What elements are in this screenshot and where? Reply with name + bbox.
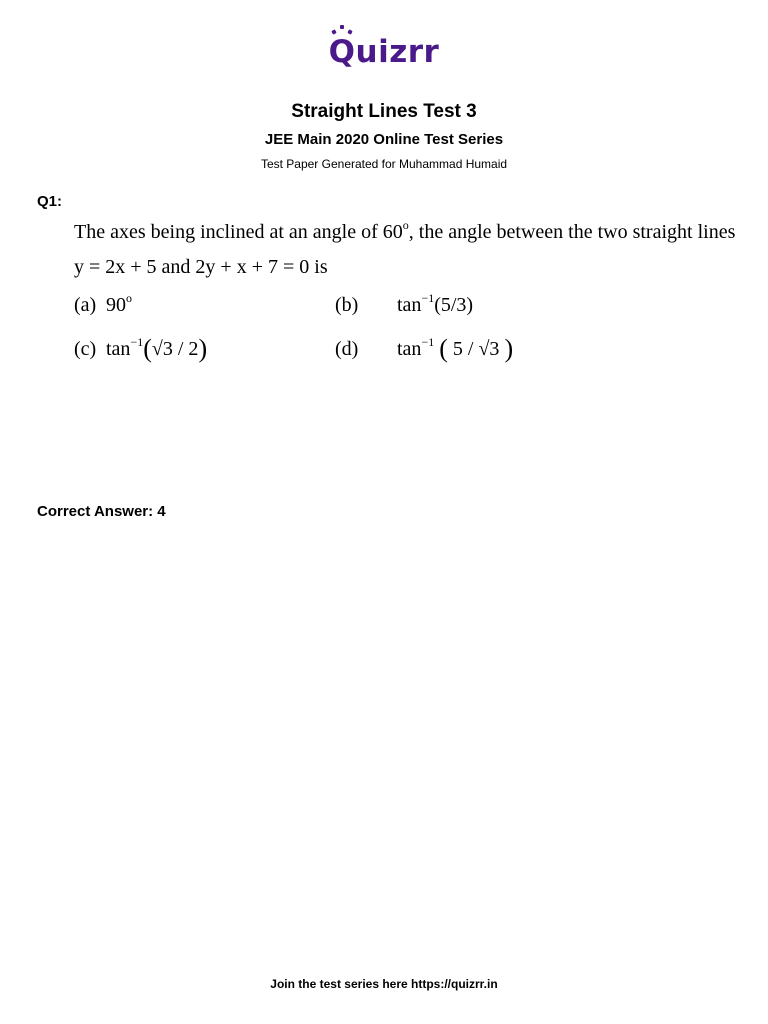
quizrr-logo [0,32,768,72]
option-a [74,291,132,317]
option-c-root: √3 [151,338,173,360]
option-c-open: ( [143,334,152,363]
option-c [74,334,207,364]
option-d-root: √3 [478,338,500,360]
page-subtitle: JEE Main 2020 Online Test Series [264,131,504,148]
option-b-sup: −1 [421,291,435,305]
option-b-arg: (5/3) [434,294,474,316]
option-c-letter: (c) [74,338,97,360]
question-text-line1 [74,218,736,244]
question-text-line2 [74,256,328,279]
option-d-pre: 5 / [452,338,479,360]
option-b-letter: (b) [335,294,359,316]
option-a-text: 90 [106,294,126,316]
option-d-letter: (d) [335,338,359,360]
question-text-start: The axes being inclined at an angle of 60 [74,221,403,243]
option-c-close: ) [198,334,208,363]
question-number: Q1: [37,193,63,210]
page-title: Straight Lines Test 3 [291,101,477,122]
option-d-open: ( [439,334,448,363]
logo-rays-icon [329,24,359,38]
question-text-end: , the angle between the two straight lines [408,221,736,243]
footer-link-text: Join the test series here https://quizrr.in [270,977,498,991]
option-d [335,334,513,364]
option-a-letter: (a) [74,294,97,316]
option-c-sup: −1 [130,335,144,349]
correct-answer: Correct Answer: 4 [37,503,166,520]
generated-for-text: Test Paper Generated for Muhammad Humaid [260,157,508,171]
option-d-fn: tan [397,338,422,360]
option-a-sup: o [126,291,132,305]
option-b [335,291,474,317]
option-c-fn: tan [106,338,131,360]
option-d-close: ) [504,334,514,363]
degree-sup: o [402,218,409,232]
question-equations: y = 2x + 5 and 2y + x + 7 = 0 is [74,256,328,278]
option-d-sup: −1 [421,335,435,349]
option-c-rest: / 2 [172,338,199,360]
option-b-fn: tan [397,294,422,316]
logo-text: Quizrr [328,34,440,70]
